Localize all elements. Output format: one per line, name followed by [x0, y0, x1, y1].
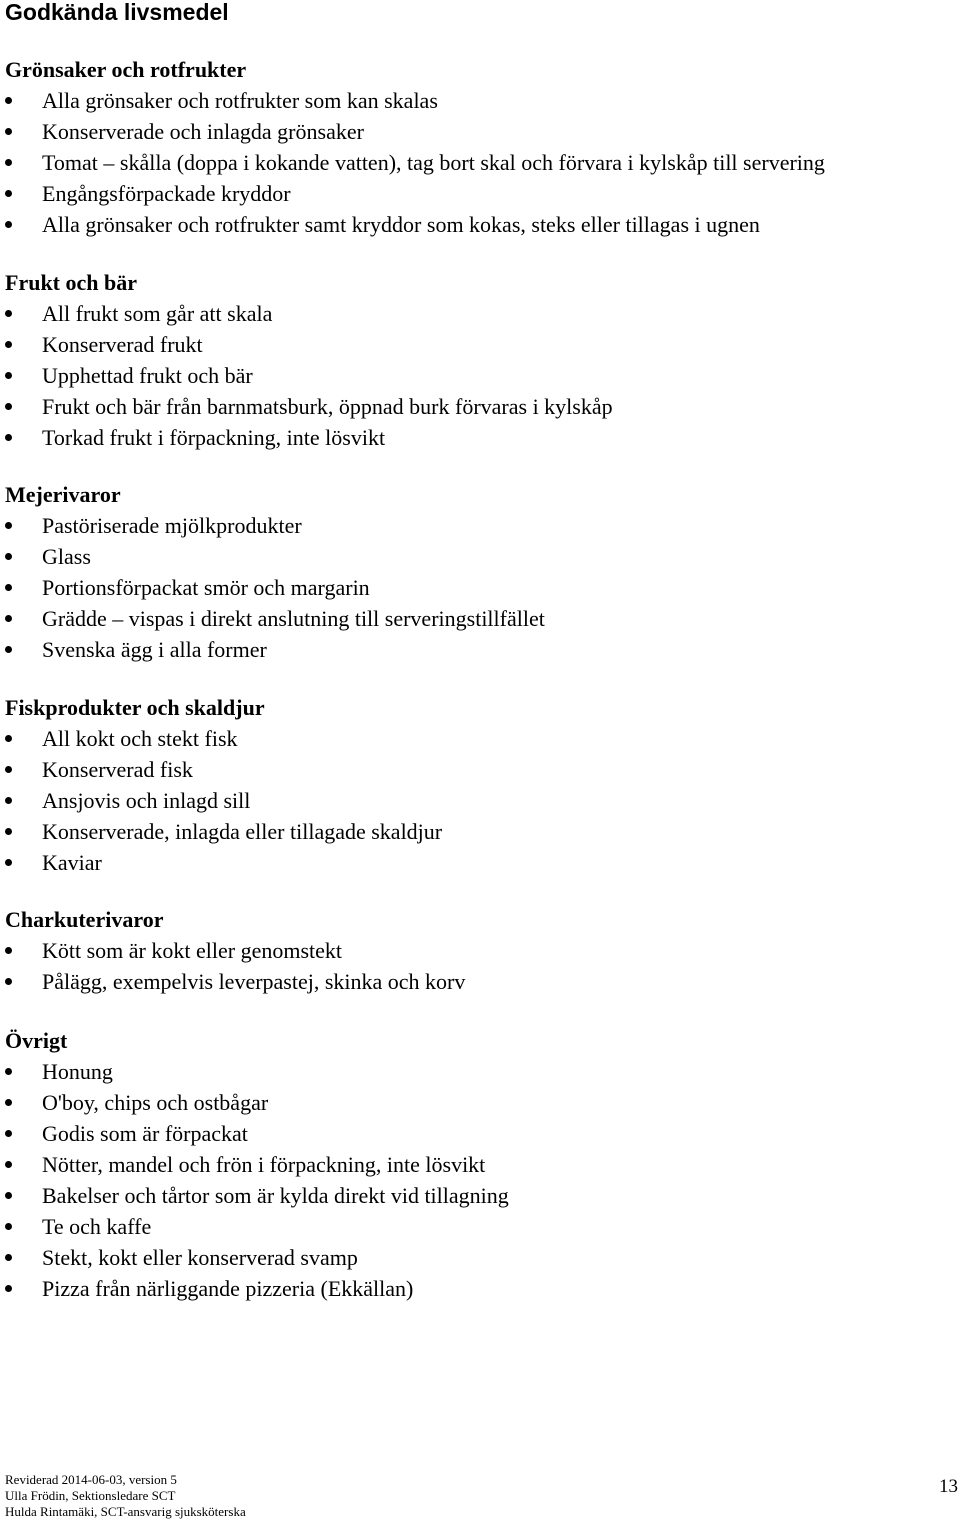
- item-list: [5, 1056, 960, 1304]
- list-item: [5, 572, 960, 603]
- list-item: [5, 816, 960, 847]
- item-list: [5, 935, 960, 997]
- item-list: [5, 510, 960, 665]
- list-item: [5, 178, 960, 209]
- bullet-icon: [5, 128, 12, 135]
- bullet-icon: [5, 1285, 12, 1292]
- list-item-text: Honung: [42, 1059, 113, 1084]
- bullet-icon: [5, 403, 12, 410]
- section-heading: Övrigt: [5, 1028, 68, 1053]
- list-item: [5, 541, 960, 572]
- list-item: [5, 1273, 960, 1304]
- page-footer: [5, 1472, 246, 1520]
- bullet-icon: [5, 1223, 12, 1230]
- list-item-text: Portionsförpackat smör och margarin: [42, 575, 370, 600]
- bullet-icon: [5, 522, 12, 529]
- list-item-text: Te och kaffe: [42, 1214, 152, 1239]
- list-item: [5, 847, 960, 878]
- section-vegetables: [5, 54, 960, 240]
- list-item-text: Stekt, kokt eller konserverad svamp: [42, 1245, 358, 1270]
- bullet-icon: [5, 97, 12, 104]
- bullet-icon: [5, 310, 12, 317]
- bullet-icon: [5, 615, 12, 622]
- bullet-icon: [5, 1130, 12, 1137]
- list-item: [5, 754, 960, 785]
- list-item-text: Engångsförpackade kryddor: [42, 181, 291, 206]
- list-item: [5, 1149, 960, 1180]
- list-item: [5, 209, 960, 240]
- list-item: [5, 147, 960, 178]
- list-item-text: Ansjovis och inlagd sill: [42, 788, 251, 813]
- bullet-icon: [5, 735, 12, 742]
- list-item: [5, 116, 960, 147]
- list-item: [5, 1087, 960, 1118]
- list-item: [5, 329, 960, 360]
- list-item-text: Kaviar: [42, 850, 102, 875]
- bullet-icon: [5, 190, 12, 197]
- item-list: [5, 298, 960, 453]
- list-item-text: Pastöriserade mjölkprodukter: [42, 513, 302, 538]
- list-item-text: All frukt som går att skala: [42, 301, 273, 326]
- list-item-text: Svenska ägg i alla former: [42, 637, 267, 662]
- list-item: [5, 785, 960, 816]
- footer-author-2: Hulda Rintamäki, SCT-ansvarig sjuksköterska: [5, 1504, 246, 1519]
- list-item-text: Pizza från närliggande pizzeria (Ekkällan): [42, 1276, 414, 1301]
- list-item-text: All kokt och stekt fisk: [42, 726, 238, 751]
- section-heading: Frukt och bär: [5, 270, 137, 295]
- document-title: Godkända livsmedel: [5, 0, 229, 25]
- list-item: [5, 360, 960, 391]
- list-item: [5, 603, 960, 634]
- bullet-icon: [5, 828, 12, 835]
- section-heading: Grönsaker och rotfrukter: [5, 57, 247, 82]
- list-item: [5, 966, 960, 997]
- bullet-icon: [5, 553, 12, 560]
- list-item-text: Kött som är kokt eller genomstekt: [42, 938, 342, 963]
- list-item: [5, 422, 960, 453]
- bullet-icon: [5, 584, 12, 591]
- section-fish-seafood: [5, 692, 960, 878]
- section-charcuterie: [5, 904, 960, 997]
- list-item-text: Frukt och bär från barnmatsburk, öppnad burk förvaras i kylskåp: [42, 394, 613, 419]
- list-item-text: Godis som är förpackat: [42, 1121, 248, 1146]
- bullet-icon: [5, 859, 12, 866]
- list-item: [5, 1056, 960, 1087]
- list-item-text: Alla grönsaker och rotfrukter samt kryddor som kokas, steks eller tillagas i ugnen: [42, 212, 760, 237]
- list-item: [5, 935, 960, 966]
- section-dairy: [5, 479, 960, 665]
- list-item-text: Pålägg, exempelvis leverpastej, skinka och korv: [42, 969, 466, 994]
- bullet-icon: [5, 221, 12, 228]
- bullet-icon: [5, 797, 12, 804]
- list-item-text: Konserverad frukt: [42, 332, 203, 357]
- bullet-icon: [5, 766, 12, 773]
- list-item-text: Grädde – vispas i direkt anslutning till serveringstillfället: [42, 606, 545, 631]
- bullet-icon: [5, 1192, 12, 1199]
- list-item-text: Nötter, mandel och frön i förpackning, inte lösvikt: [42, 1152, 486, 1177]
- bullet-icon: [5, 372, 12, 379]
- list-item-text: O'boy, chips och ostbågar: [42, 1090, 269, 1115]
- bullet-icon: [5, 978, 12, 985]
- list-item: [5, 1118, 960, 1149]
- bullet-icon: [5, 646, 12, 653]
- list-item: [5, 1242, 960, 1273]
- bullet-icon: [5, 434, 12, 441]
- section-other: [5, 1025, 960, 1304]
- list-item: [5, 723, 960, 754]
- section-heading: Mejerivaror: [5, 482, 121, 507]
- section-heading: Fiskprodukter och skaldjur: [5, 695, 265, 720]
- list-item-text: Glass: [42, 544, 91, 569]
- bullet-icon: [5, 341, 12, 348]
- list-item: [5, 1211, 960, 1242]
- list-item-text: Bakelser och tårtor som är kylda direkt vid tillagning: [42, 1183, 509, 1208]
- item-list: [5, 85, 960, 240]
- list-item-text: Alla grönsaker och rotfrukter som kan skalas: [42, 88, 438, 113]
- bullet-icon: [5, 1099, 12, 1106]
- item-list: [5, 723, 960, 878]
- list-item: [5, 510, 960, 541]
- list-item-text: Torkad frukt i förpackning, inte lösvikt: [42, 425, 386, 450]
- section-heading: Charkuterivaror: [5, 907, 164, 932]
- list-item-text: Upphettad frukt och bär: [42, 363, 253, 388]
- list-item: [5, 391, 960, 422]
- bullet-icon: [5, 159, 12, 166]
- bullet-icon: [5, 1068, 12, 1075]
- list-item-text: Tomat – skålla (doppa i kokande vatten), tag bort skal och förvara i kylskåp till servering: [42, 150, 825, 175]
- page-number: 13: [939, 1476, 958, 1497]
- list-item: [5, 634, 960, 665]
- footer-revision: Reviderad 2014-06-03, version 5: [5, 1472, 177, 1487]
- list-item: [5, 85, 960, 116]
- list-item-text: Konserverade, inlagda eller tillagade skaldjur: [42, 819, 443, 844]
- bullet-icon: [5, 1161, 12, 1168]
- section-fruit-berries: [5, 267, 960, 453]
- list-item-text: Konserverade och inlagda grönsaker: [42, 119, 364, 144]
- list-item: [5, 298, 960, 329]
- footer-author-1: Ulla Frödin, Sektionsledare SCT: [5, 1488, 176, 1503]
- bullet-icon: [5, 1254, 12, 1261]
- list-item-text: Konserverad fisk: [42, 757, 193, 782]
- bullet-icon: [5, 947, 12, 954]
- list-item: [5, 1180, 960, 1211]
